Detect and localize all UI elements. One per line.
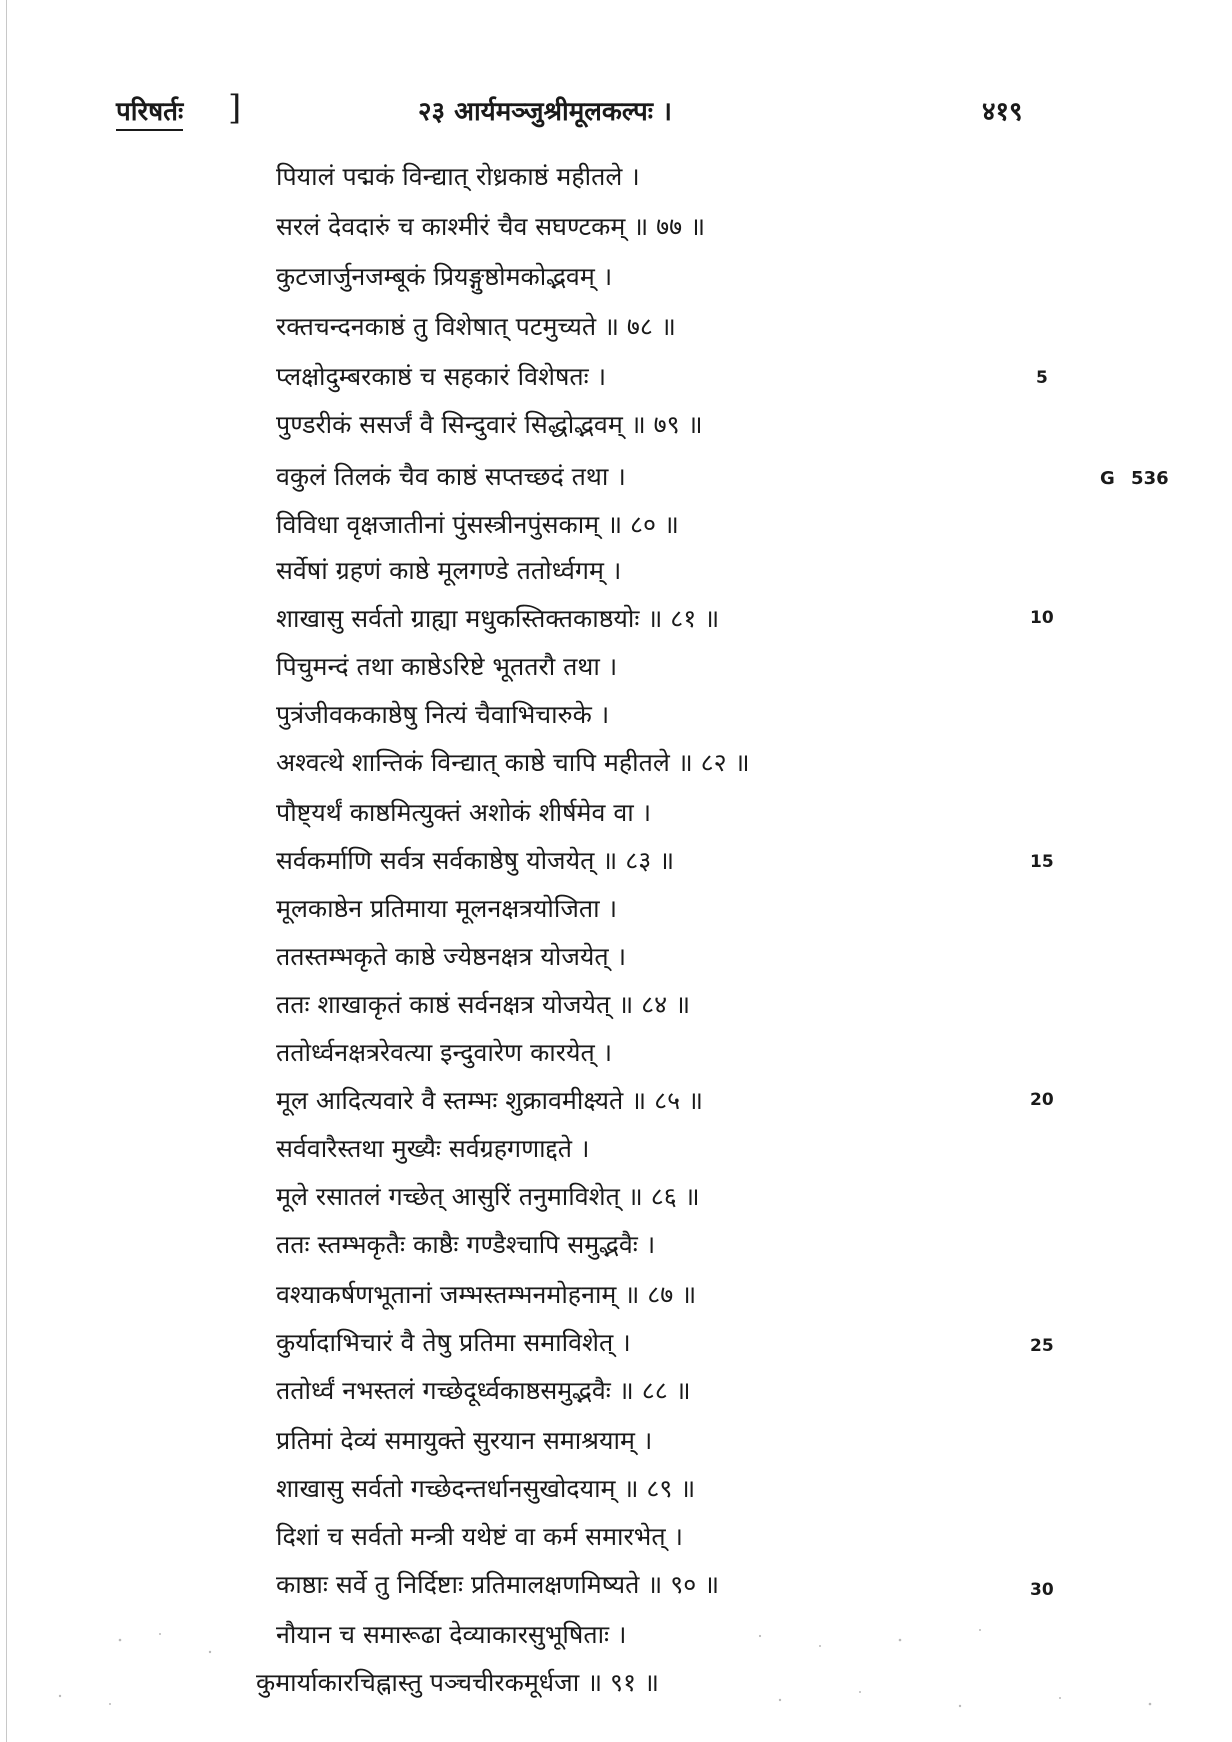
verse-line: मूलकाष्ठेन प्रतिमाया मूलनक्षत्रयोजिता । [276, 894, 618, 923]
verse-line: पिचुमन्दं तथा काष्ठेऽरिष्टे भूततरौ तथा । [276, 652, 618, 681]
verse-line: नौयान च समारूढा देव्याकारसुभूषिताः । [276, 1620, 627, 1649]
verse-line: कुटजार्जुनजम्बूकं प्रियङ्गुष्ठोमकोद्भवम् । [276, 262, 613, 291]
verse-line: विविधा वृक्षजातीनां पुंसस्त्रीनपुंसकाम् ॥ ८० ॥ [276, 510, 679, 539]
verse-line: कुर्यादाभिचारं वै तेषु प्रतिमा समाविशेत् । [276, 1328, 631, 1357]
verse-line: मूल आदित्यवारे वै स्तम्भः शुक्रावमीक्ष्यते ॥ ८५ ॥ [276, 1086, 704, 1115]
line-number: 5 [1036, 368, 1048, 388]
verse-line: काष्ठाः सर्वे तु निर्दिष्टाः प्रतिमालक्षणमिष्यते ॥ ९० ॥ [276, 1570, 720, 1599]
line-number: 25 [1030, 1336, 1054, 1356]
header-section-title: परिषर्तः [116, 92, 183, 131]
verse-line: पियालं पद्मकं विन्द्यात् रोध्रकाष्ठं महीतले । [276, 162, 640, 191]
line-number: 10 [1030, 608, 1054, 628]
verse-line: ततः शाखाकृतं काष्ठं सर्वनक्षत्र योजयेत् ॥ ८४ ॥ [276, 990, 691, 1019]
line-number: 15 [1030, 852, 1054, 872]
line-number: 20 [1030, 1090, 1054, 1110]
verse-line: ततस्तम्भकृते काष्ठे ज्येष्ठनक्षत्र योजयेत् । [276, 942, 627, 971]
verse-line: सर्वकर्माणि सर्वत्र सर्वकाष्ठेषु योजयेत् ॥ ८३ ॥ [276, 846, 675, 875]
verse-line: शाखासु सर्वतो ग्राह्या मधुकस्तिक्तकाष्ठयोः ॥ ८१ ॥ [276, 604, 720, 633]
verse-line: वश्याकर्षणभूतानां जम्भस्तम्भनमोहनाम् ॥ ८७ ॥ [276, 1280, 697, 1309]
verse-line: ततोर्ध्वनक्षत्ररेवत्या इन्दुवारेण कारयेत् । [276, 1038, 613, 1067]
line-number: 30 [1030, 1580, 1054, 1600]
verse-line: शाखासु सर्वतो गच्छेदन्तर्धानसुखोदयाम् ॥ ८९ ॥ [276, 1474, 696, 1503]
verse-line: दिशां च सर्वतो मन्त्री यथेष्टं वा कर्म समारभेत् । [276, 1522, 684, 1551]
verse-line: प्रतिमां देव्यं समायुक्ते सुरयान समाश्रयाम् । [276, 1426, 653, 1455]
verse-line: सर्वेषां ग्रहणं काष्ठे मूलगण्डे ततोर्ध्वगम् । [276, 556, 622, 585]
verse-line: प्लक्षोदुम्बरकाष्ठं च सहकारं विशेषतः । [276, 362, 607, 391]
verse-line: रक्तचन्दनकाष्ठं तु विशेषात् पटमुच्यते ॥ ७८ ॥ [276, 312, 676, 341]
verse-line: मूले रसातलं गच्छेत् आसुरिं तनुमाविशेत् ॥ ८६ ॥ [276, 1182, 700, 1211]
verse-line: सरलं देवदारुं च काश्मीरं चैव सघण्टकम् ॥ ७७ ॥ [276, 212, 706, 241]
verse-line: ततोर्ध्वं नभस्तलं गच्छेदूर्ध्वकाष्ठसमुद्भवैः ॥ ८८ ॥ [276, 1376, 691, 1405]
verse-line: पुत्रंजीवककाष्ठेषु नित्यं चैवाभिचारुके । [276, 700, 610, 729]
header-bracket: ] [228, 88, 242, 128]
verse-line: अश्वत्थे शान्तिकं विन्द्यात् काष्ठे चापि महीतले ॥ ८२ ॥ [276, 748, 750, 777]
verse-line: वकुलं तिलकं चैव काष्ठं सप्तच्छदं तथा । [276, 462, 626, 491]
page-number: ४१९ [982, 97, 1023, 127]
edition-page-reference: G 536 [1100, 468, 1169, 489]
verse-line: पौष्ट्यर्थं काष्ठमित्युक्तं अशोकं शीर्षमेव वा । [276, 798, 652, 827]
verse-line: सर्ववारैस्तथा मुख्यैः सर्वग्रहगणाद्दते । [276, 1134, 590, 1163]
header-chapter-title: २३ आर्यमञ्जुश्रीमूलकल्पः । [418, 97, 672, 127]
verse-line: कुमार्याकारचिह्नास्तु पञ्चचीरकमूर्धजा ॥ ९१ ॥ [256, 1668, 659, 1697]
verse-line: ततः स्तम्भकृतैः काष्ठैः गण्डैश्चापि समुद्भवैः । [276, 1230, 656, 1259]
verse-line: पुण्डरीकं ससर्जं वै सिन्दुवारं सिद्धोद्भवम् ॥ ७९ ॥ [276, 410, 703, 439]
